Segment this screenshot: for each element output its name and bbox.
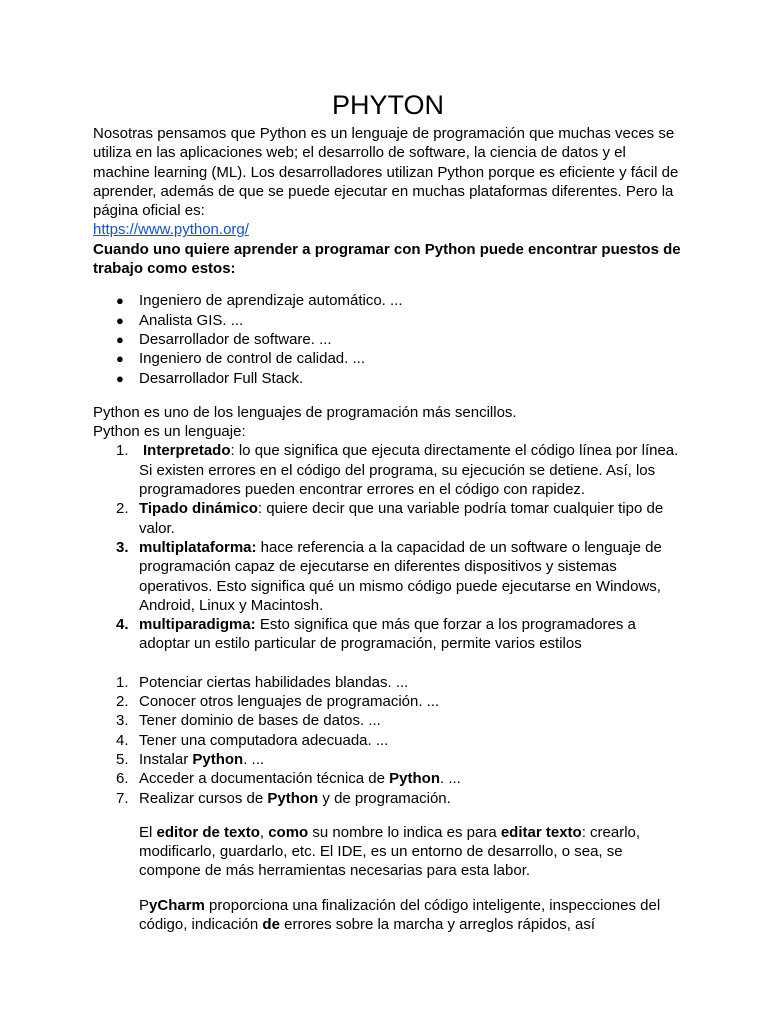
list-item: 6. Acceder a documentación técnica de Python. ... <box>116 770 461 788</box>
language-subtitle: Python es un lenguaje: <box>93 423 246 441</box>
bullet-icon: ● <box>116 351 124 367</box>
list-item: 4. multiparadigma: Esto significa que más que forzar a los programadores a adoptar un estilo particular de programación, permite varios estilos <box>116 616 636 653</box>
bullet-icon: ● <box>116 312 124 328</box>
python-official-link[interactable]: https://www.python.org/ <box>93 221 249 239</box>
intro-paragraph: Nosotras pensamos que Python es un lenguaje de programación que muchas veces se utiliza en las aplicaciones web; el desarrollo de software, la ciencia de datos y el machine learning (ML). Los desarrolladores utilizan Python porque es eficiente y fácil de aprender, además de que se puede ejecutar en muchas plataformas diferentes. Pero la página oficial es: <box>93 125 679 220</box>
list-item: 7. Realizar cursos de Python y de programación. <box>116 789 451 807</box>
bullet-icon: ● <box>116 331 124 347</box>
list-item: 2. Tipado dinámico: quiere decir que una variable podría tomar cualquier tipo de valor. <box>116 500 664 537</box>
bullet-icon: ● <box>116 370 124 386</box>
list-item: 1. Potenciar ciertas habilidades blandas. ... <box>116 673 409 691</box>
editor-paragraph: El editor de texto, como su nombre lo indica es para editar texto: crearlo, modificarlo, guardarlo, etc. El IDE, es un entorno de desarrollo, o sea, se compone de más herramientas necesarias para esta labor. <box>139 823 641 880</box>
list-item: 2. Conocer otros lenguajes de programación. ... <box>116 693 440 711</box>
pycharm-paragraph: PyCharm proporciona una finalización del código inteligente, inspecciones del código, indicación de errores sobre la marcha y arreglos rápidos, así <box>139 896 661 933</box>
list-item: ● Analista GIS. ... <box>116 311 244 329</box>
jobs-list <box>93 291 683 387</box>
list-item: ● Ingeniero de control de calidad. ... <box>116 350 365 368</box>
document-body <box>93 89 683 934</box>
list-item: 3. multiplataforma: hace referencia a la capacidad de un software o lenguaje de programación capaz de ejecutarse en diferentes dispositivos y sistemas operativos. Esto significa qué un mismo código puede ejecutarse en Windows, Android, Linux y Macintosh. <box>116 538 662 614</box>
list-item: 4. Tener una computadora adecuada. ... <box>116 731 389 749</box>
list-item: 3. Tener dominio de bases de datos. ... <box>116 712 381 730</box>
list-item: ● Desarrollador Full Stack. <box>116 369 304 387</box>
features-list <box>93 441 683 653</box>
list-item: ● Ingeniero de aprendizaje automático. ... <box>116 292 403 310</box>
list-item: ● Desarrollador de software. ... <box>116 330 332 348</box>
page-title: PHYTON <box>331 90 445 120</box>
list-item: 1. Interpretado: lo que significa que ejecuta directamente el código línea por línea. Si existen errores en el código del programa, su ejecución se detiene. Así, los programadores pueden encontrar errores en el código con rapidez. <box>116 442 679 499</box>
list-item: 5. Instalar Python. ... <box>116 750 265 768</box>
jobs-heading: Cuando uno quiere aprender a programar con Python puede encontrar puestos de trabajo como estos: <box>93 240 681 278</box>
bullet-icon: ● <box>116 293 124 309</box>
language-intro-line: Python es uno de los lenguajes de programación más sencillos. <box>93 403 517 421</box>
steps-list <box>93 673 683 808</box>
